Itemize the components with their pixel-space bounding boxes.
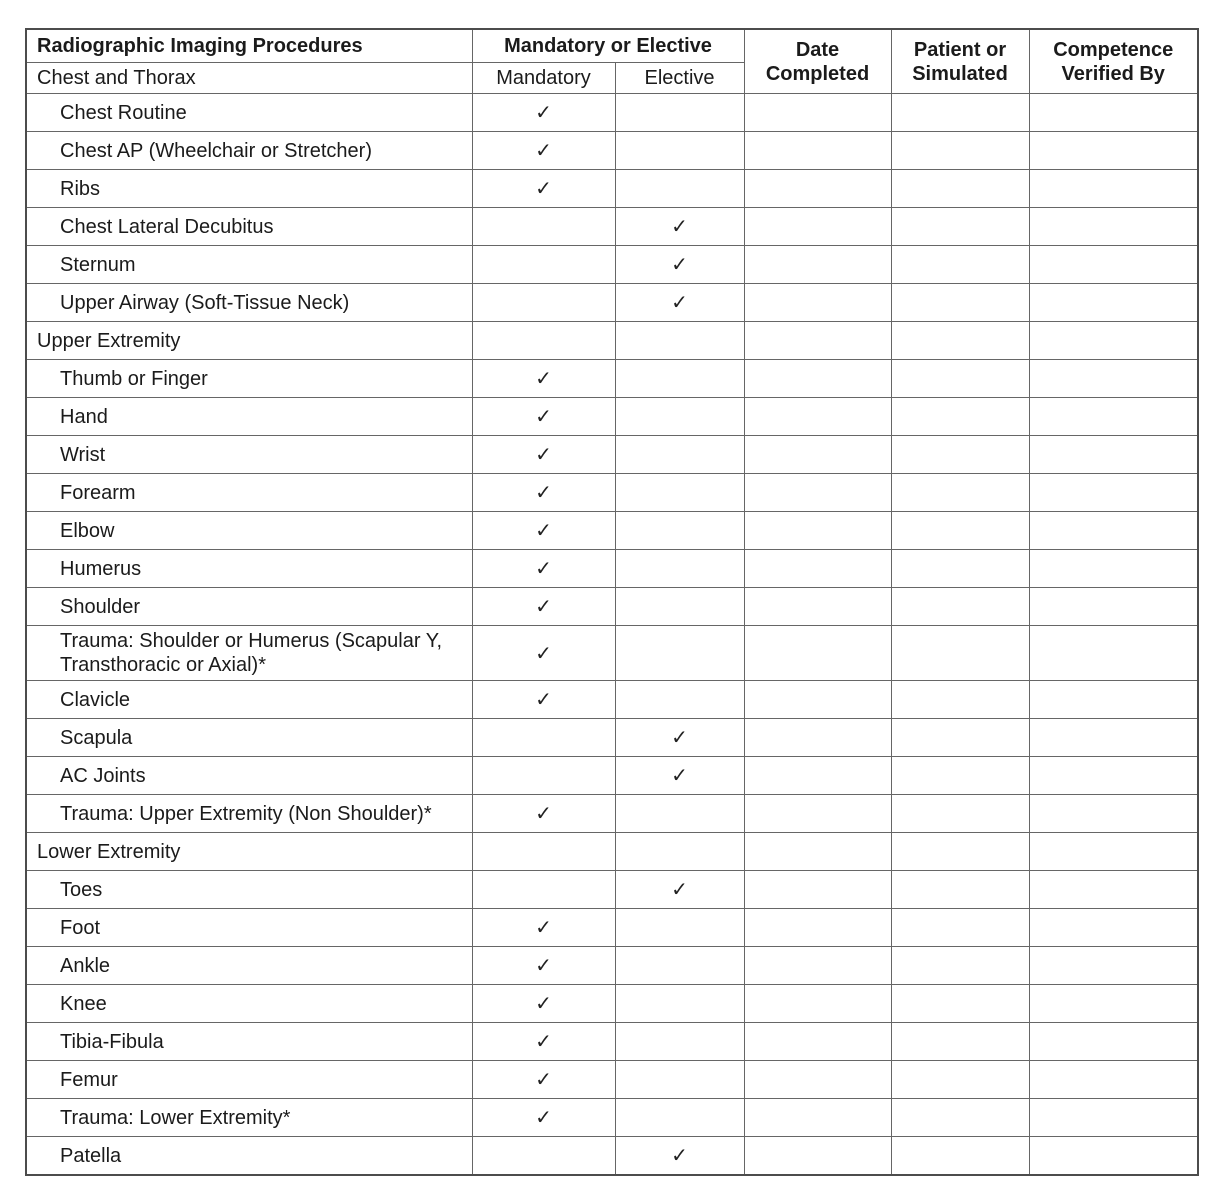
patient-simulated-cell xyxy=(891,94,1029,132)
competence-verified-cell xyxy=(1029,681,1198,719)
competence-verified-cell xyxy=(1029,94,1198,132)
patient-simulated-cell xyxy=(891,909,1029,947)
elective-check-cell xyxy=(615,626,744,681)
competence-verified-cell xyxy=(1029,322,1198,360)
patient-simulated-cell xyxy=(891,322,1029,360)
checkmark-icon: ✓ xyxy=(671,763,688,787)
mandatory-check-cell xyxy=(472,360,615,398)
date-completed-cell xyxy=(744,909,891,947)
table-row xyxy=(26,626,1198,681)
table-row xyxy=(26,795,1198,833)
competence-verified-cell xyxy=(1029,512,1198,550)
procedure-name-cell: Ribs xyxy=(26,170,472,208)
competence-verified-cell xyxy=(1029,1099,1198,1137)
date-completed-cell xyxy=(744,1137,891,1176)
elective-check-cell xyxy=(615,681,744,719)
mandatory-check-cell xyxy=(472,94,615,132)
mandatory-check-cell xyxy=(472,985,615,1023)
competence-verified-cell xyxy=(1029,757,1198,795)
procedure-name-cell: Chest Lateral Decubitus xyxy=(26,208,472,246)
elective-check-cell xyxy=(615,833,744,871)
patient-simulated-cell xyxy=(891,170,1029,208)
mandatory-check-cell xyxy=(472,588,615,626)
mandatory-check-cell xyxy=(472,1061,615,1099)
date-completed-cell xyxy=(744,474,891,512)
header-row-1 xyxy=(26,29,1198,63)
procedure-name-cell: Scapula xyxy=(26,719,472,757)
header-procedures: Radiographic Imaging Procedures xyxy=(26,29,472,63)
table-row xyxy=(26,94,1198,132)
table-row xyxy=(26,1023,1198,1061)
date-completed-cell xyxy=(744,132,891,170)
table-row xyxy=(26,719,1198,757)
competence-verified-cell xyxy=(1029,436,1198,474)
checkmark-icon: ✓ xyxy=(535,442,552,466)
checkmark-icon: ✓ xyxy=(535,594,552,618)
mandatory-check-cell xyxy=(472,322,615,360)
date-completed-cell xyxy=(744,719,891,757)
table-row xyxy=(26,909,1198,947)
patient-simulated-cell xyxy=(891,398,1029,436)
table-row xyxy=(26,322,1198,360)
header-mandatory-or-elective: Mandatory or Elective xyxy=(472,29,744,63)
competence-verified-cell xyxy=(1029,947,1198,985)
competence-verified-cell xyxy=(1029,626,1198,681)
patient-simulated-cell xyxy=(891,588,1029,626)
procedure-name-cell: Clavicle xyxy=(26,681,472,719)
mandatory-check-cell xyxy=(472,398,615,436)
date-completed-cell xyxy=(744,626,891,681)
table-row xyxy=(26,1137,1198,1176)
procedure-name-cell: Lower Extremity xyxy=(26,833,472,871)
elective-check-cell xyxy=(615,550,744,588)
mandatory-check-cell xyxy=(472,512,615,550)
elective-check-cell xyxy=(615,588,744,626)
mandatory-check-cell xyxy=(472,474,615,512)
table-row xyxy=(26,398,1198,436)
mandatory-check-cell xyxy=(472,284,615,322)
elective-check-cell xyxy=(615,871,744,909)
mandatory-check-cell xyxy=(472,246,615,284)
date-completed-cell xyxy=(744,947,891,985)
checkmark-icon: ✓ xyxy=(535,991,552,1015)
date-completed-cell xyxy=(744,94,891,132)
competence-verified-cell xyxy=(1029,871,1198,909)
patient-simulated-cell xyxy=(891,512,1029,550)
elective-check-cell xyxy=(615,94,744,132)
competence-verified-cell xyxy=(1029,360,1198,398)
procedure-name-cell: Forearm xyxy=(26,474,472,512)
procedure-name-cell: Foot xyxy=(26,909,472,947)
elective-check-cell xyxy=(615,1137,744,1176)
procedure-name-cell: Chest Routine xyxy=(26,94,472,132)
date-completed-cell xyxy=(744,757,891,795)
checkmark-icon: ✓ xyxy=(671,252,688,276)
patient-simulated-cell xyxy=(891,626,1029,681)
table-row xyxy=(26,436,1198,474)
header-date-completed: Date Completed xyxy=(744,29,891,94)
date-completed-cell xyxy=(744,284,891,322)
checkmark-icon: ✓ xyxy=(671,214,688,238)
procedure-name-cell: Thumb or Finger xyxy=(26,360,472,398)
patient-simulated-cell xyxy=(891,1137,1029,1176)
subheader-elective: Elective xyxy=(615,63,744,94)
date-completed-cell xyxy=(744,246,891,284)
patient-simulated-cell xyxy=(891,985,1029,1023)
date-completed-cell xyxy=(744,170,891,208)
patient-simulated-cell xyxy=(891,833,1029,871)
date-completed-cell xyxy=(744,550,891,588)
competence-verified-cell xyxy=(1029,1137,1198,1176)
table-row xyxy=(26,360,1198,398)
procedure-name-cell: Trauma: Lower Extremity* xyxy=(26,1099,472,1137)
elective-check-cell xyxy=(615,947,744,985)
table-row xyxy=(26,588,1198,626)
date-completed-cell xyxy=(744,588,891,626)
subheader-mandatory: Mandatory xyxy=(472,63,615,94)
checkmark-icon: ✓ xyxy=(535,640,552,665)
competence-verified-cell xyxy=(1029,1023,1198,1061)
checkmark-icon: ✓ xyxy=(671,1143,688,1167)
table-row xyxy=(26,246,1198,284)
procedure-name-cell: Ankle xyxy=(26,947,472,985)
checkmark-icon: ✓ xyxy=(535,366,552,390)
date-completed-cell xyxy=(744,1023,891,1061)
competence-verified-cell xyxy=(1029,985,1198,1023)
date-completed-cell xyxy=(744,681,891,719)
table-row xyxy=(26,474,1198,512)
mandatory-check-cell xyxy=(472,132,615,170)
table-clip-region xyxy=(25,28,1203,1178)
checkmark-icon: ✓ xyxy=(535,556,552,580)
table-row xyxy=(26,512,1198,550)
table-row xyxy=(26,208,1198,246)
mandatory-check-cell xyxy=(472,871,615,909)
procedure-name-cell: Patella xyxy=(26,1137,472,1176)
patient-simulated-cell xyxy=(891,132,1029,170)
checkmark-icon: ✓ xyxy=(535,404,552,428)
procedure-name-cell: Toes xyxy=(26,871,472,909)
elective-check-cell xyxy=(615,132,744,170)
competence-verified-cell xyxy=(1029,474,1198,512)
patient-simulated-cell xyxy=(891,795,1029,833)
date-completed-cell xyxy=(744,1099,891,1137)
competence-verified-cell xyxy=(1029,550,1198,588)
procedure-name-cell: Chest AP (Wheelchair or Stretcher) xyxy=(26,132,472,170)
elective-check-cell xyxy=(615,1099,744,1137)
elective-check-cell xyxy=(615,474,744,512)
checkmark-icon: ✓ xyxy=(671,877,688,901)
elective-check-cell xyxy=(615,719,744,757)
competence-verified-cell xyxy=(1029,833,1198,871)
checkmark-icon: ✓ xyxy=(535,518,552,542)
patient-simulated-cell xyxy=(891,208,1029,246)
patient-simulated-cell xyxy=(891,719,1029,757)
elective-check-cell xyxy=(615,398,744,436)
procedure-name-cell: Upper Extremity xyxy=(26,322,472,360)
patient-simulated-cell xyxy=(891,246,1029,284)
mandatory-check-cell xyxy=(472,681,615,719)
date-completed-cell xyxy=(744,833,891,871)
table-row xyxy=(26,871,1198,909)
checkmark-icon: ✓ xyxy=(535,176,552,200)
checkmark-icon: ✓ xyxy=(671,725,688,749)
procedure-name-cell: Trauma: Upper Extremity (Non Shoulder)* xyxy=(26,795,472,833)
procedure-name-cell: Humerus xyxy=(26,550,472,588)
subheader-chest-and-thorax: Chest and Thorax xyxy=(26,63,472,94)
date-completed-cell xyxy=(744,985,891,1023)
checkmark-icon: ✓ xyxy=(535,100,552,124)
table-row xyxy=(26,757,1198,795)
competence-verified-cell xyxy=(1029,719,1198,757)
date-completed-cell xyxy=(744,1061,891,1099)
date-completed-cell xyxy=(744,871,891,909)
patient-simulated-cell xyxy=(891,436,1029,474)
patient-simulated-cell xyxy=(891,681,1029,719)
date-completed-cell xyxy=(744,322,891,360)
elective-check-cell xyxy=(615,360,744,398)
procedure-name-cell: Tibia-Fibula xyxy=(26,1023,472,1061)
patient-simulated-cell xyxy=(891,360,1029,398)
elective-check-cell xyxy=(615,795,744,833)
table-row xyxy=(26,681,1198,719)
elective-check-cell xyxy=(615,208,744,246)
patient-simulated-cell xyxy=(891,757,1029,795)
competence-verified-cell xyxy=(1029,208,1198,246)
competence-verified-cell xyxy=(1029,132,1198,170)
competence-verified-cell xyxy=(1029,398,1198,436)
table-row xyxy=(26,550,1198,588)
procedure-name-cell: AC Joints xyxy=(26,757,472,795)
competence-verified-cell xyxy=(1029,284,1198,322)
mandatory-check-cell xyxy=(472,1137,615,1176)
checkmark-icon: ✓ xyxy=(535,953,552,977)
table-row xyxy=(26,985,1198,1023)
table-row xyxy=(26,284,1198,322)
procedure-name-cell: Elbow xyxy=(26,512,472,550)
checkmark-icon: ✓ xyxy=(535,480,552,504)
mandatory-check-cell xyxy=(472,436,615,474)
mandatory-check-cell xyxy=(472,1099,615,1137)
header-competence-verified-by: Competence Verified By xyxy=(1029,29,1198,94)
date-completed-cell xyxy=(744,360,891,398)
elective-check-cell xyxy=(615,1023,744,1061)
procedure-name-cell: Hand xyxy=(26,398,472,436)
mandatory-check-cell xyxy=(472,550,615,588)
elective-check-cell xyxy=(615,322,744,360)
elective-check-cell xyxy=(615,512,744,550)
table-row xyxy=(26,170,1198,208)
procedure-name-cell: Upper Airway (Soft-Tissue Neck) xyxy=(26,284,472,322)
competence-verified-cell xyxy=(1029,1061,1198,1099)
procedures-table xyxy=(25,28,1199,1176)
competence-verified-cell xyxy=(1029,170,1198,208)
mandatory-check-cell xyxy=(472,947,615,985)
elective-check-cell xyxy=(615,284,744,322)
date-completed-cell xyxy=(744,512,891,550)
checkmark-icon: ✓ xyxy=(535,687,552,711)
table-row xyxy=(26,1099,1198,1137)
table-header xyxy=(26,29,1198,94)
mandatory-check-cell xyxy=(472,757,615,795)
patient-simulated-cell xyxy=(891,1099,1029,1137)
checkmark-icon: ✓ xyxy=(535,138,552,162)
patient-simulated-cell xyxy=(891,1023,1029,1061)
procedure-name-cell: Knee xyxy=(26,985,472,1023)
patient-simulated-cell xyxy=(891,284,1029,322)
table-row xyxy=(26,1061,1198,1099)
checkmark-icon: ✓ xyxy=(535,1067,552,1091)
procedures-tbody xyxy=(26,94,1198,1176)
elective-check-cell xyxy=(615,985,744,1023)
patient-simulated-cell xyxy=(891,947,1029,985)
procedure-name-cell: Trauma: Shoulder or Humerus (Scapular Y, Transthoracic or Axial)* xyxy=(26,626,472,681)
checkmark-icon: ✓ xyxy=(535,915,552,939)
mandatory-check-cell xyxy=(472,833,615,871)
patient-simulated-cell xyxy=(891,871,1029,909)
table-row xyxy=(26,947,1198,985)
mandatory-check-cell xyxy=(472,208,615,246)
competence-verified-cell xyxy=(1029,795,1198,833)
mandatory-check-cell xyxy=(472,719,615,757)
mandatory-check-cell xyxy=(472,795,615,833)
competence-verified-cell xyxy=(1029,588,1198,626)
procedure-name-cell: Sternum xyxy=(26,246,472,284)
elective-check-cell xyxy=(615,909,744,947)
mandatory-check-cell xyxy=(472,626,615,681)
date-completed-cell xyxy=(744,208,891,246)
mandatory-check-cell xyxy=(472,170,615,208)
elective-check-cell xyxy=(615,170,744,208)
patient-simulated-cell xyxy=(891,474,1029,512)
patient-simulated-cell xyxy=(891,550,1029,588)
elective-check-cell xyxy=(615,246,744,284)
elective-check-cell xyxy=(615,757,744,795)
mandatory-check-cell xyxy=(472,909,615,947)
checkmark-icon: ✓ xyxy=(535,1105,552,1129)
elective-check-cell xyxy=(615,436,744,474)
competence-verified-cell xyxy=(1029,909,1198,947)
mandatory-check-cell xyxy=(472,1023,615,1061)
date-completed-cell xyxy=(744,436,891,474)
procedure-name-cell: Shoulder xyxy=(26,588,472,626)
checkmark-icon: ✓ xyxy=(671,290,688,314)
date-completed-cell xyxy=(744,795,891,833)
competence-verified-cell xyxy=(1029,246,1198,284)
patient-simulated-cell xyxy=(891,1061,1029,1099)
header-patient-or-simulated: Patient or Simulated xyxy=(891,29,1029,94)
date-completed-cell xyxy=(744,398,891,436)
table-row xyxy=(26,833,1198,871)
table-row xyxy=(26,132,1198,170)
checkmark-icon: ✓ xyxy=(535,801,552,825)
procedure-name-cell: Femur xyxy=(26,1061,472,1099)
procedure-name-cell: Wrist xyxy=(26,436,472,474)
checkmark-icon: ✓ xyxy=(535,1029,552,1053)
elective-check-cell xyxy=(615,1061,744,1099)
